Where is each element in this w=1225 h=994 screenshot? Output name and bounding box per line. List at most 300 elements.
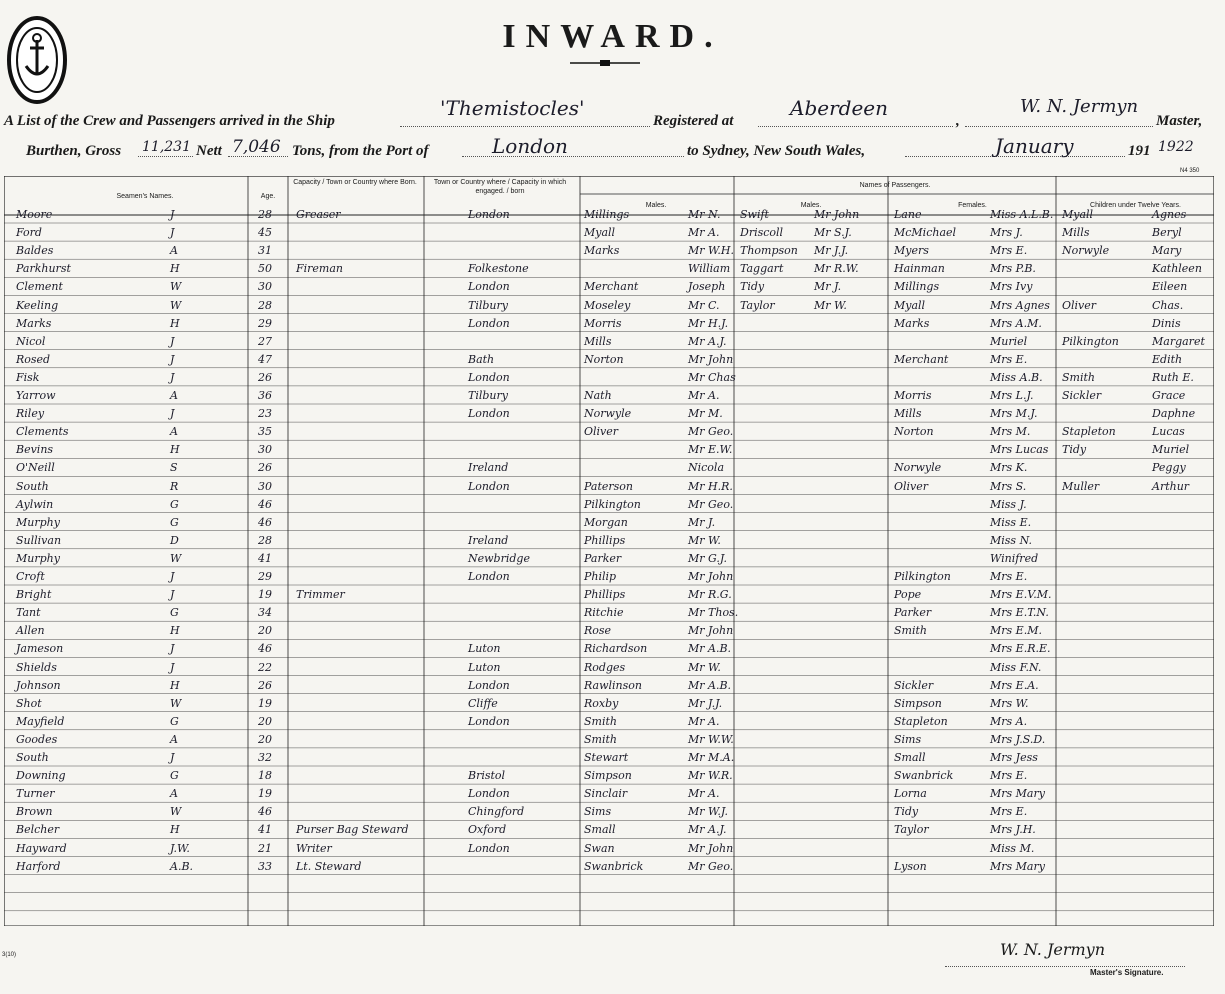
male-passenger-title: Mr A.B.	[688, 678, 732, 692]
burthen-label: Burthen, Gross	[26, 143, 122, 159]
child-passenger-title: Mary	[1152, 244, 1182, 258]
crew-initial: W	[170, 551, 182, 565]
male-passenger-title: Mr A.J.	[688, 334, 727, 348]
female-passenger-title: Miss E.	[990, 515, 1032, 529]
male-passenger-surname: Stewart	[584, 751, 629, 764]
crew-town: London	[468, 316, 510, 330]
date-value: January	[995, 134, 1074, 158]
male-passenger-title: Mr W.	[688, 660, 721, 674]
male-passenger-title: Mr Geo.	[688, 859, 734, 873]
male-passenger-title: Mr Geo.	[688, 497, 734, 511]
male-passenger-title: Mr John	[688, 352, 734, 366]
female-passenger-surname: Myers	[894, 244, 929, 258]
child-passenger-surname: Norwyle	[1062, 244, 1110, 258]
col-children: Children under Twelve Years.	[1090, 202, 1181, 209]
child-passenger-title: Ruth E.	[1152, 370, 1194, 384]
crew-age: 33	[258, 859, 272, 873]
male-passenger-title: Mr M.	[688, 407, 723, 421]
male-passenger-title: Joseph	[688, 280, 726, 294]
male-passenger-surname: Morris	[584, 316, 622, 330]
child-passenger-title: Margaret	[1152, 334, 1205, 348]
female-passenger-title: Miss A.B.	[990, 370, 1043, 384]
female-passenger-title: Mrs Jess	[990, 751, 1038, 764]
col-town: Town or Country where / Capacity in which engaged. / born	[433, 179, 567, 195]
male-passenger-surname: Moseley	[584, 298, 631, 312]
col-passengers: Names of Passengers.	[859, 182, 931, 189]
crew-age: 34	[258, 606, 272, 620]
crew-age: 28	[258, 533, 272, 547]
port-value: London	[492, 134, 568, 158]
female-passenger-surname: Oliver	[894, 479, 929, 493]
child-passenger-title: Beryl	[1152, 226, 1182, 240]
col-males-2: Males.	[800, 202, 822, 209]
crew-surname: Murphy	[16, 515, 60, 529]
crew-surname: South	[16, 479, 49, 493]
crew-initial: J	[170, 226, 175, 240]
crew-age: 23	[258, 407, 272, 421]
child-passenger-title: Chas.	[1152, 298, 1184, 312]
crew-surname: Croft	[16, 570, 45, 583]
child-passenger-title: Lucas	[1152, 425, 1185, 439]
crew-age: 28	[258, 298, 272, 312]
male-passenger-surname: Taggart	[740, 262, 784, 276]
crew-age: 50	[258, 262, 272, 276]
crew-surname: Belcher	[16, 823, 60, 837]
crew-initial: G	[170, 714, 179, 728]
crew-age: 41	[258, 551, 272, 565]
child-passenger-surname: Stapleton	[1062, 425, 1116, 439]
male-passenger-title: Mr A.	[688, 787, 720, 801]
male-passenger-surname: Pilkington	[584, 497, 641, 511]
crew-town: Bristol	[468, 769, 506, 783]
female-passenger-title: Mrs M.	[990, 425, 1031, 439]
crew-town: London	[468, 407, 510, 421]
male-passenger-title: Mr John	[688, 841, 734, 855]
registered-at-value: Aberdeen	[790, 96, 888, 120]
female-passenger-surname: Millings	[894, 280, 940, 294]
male-passenger-surname: Tidy	[740, 280, 765, 294]
male-passenger-surname: Nath	[584, 389, 612, 402]
female-passenger-surname: Morris	[894, 389, 932, 402]
crew-initial: J	[170, 370, 175, 384]
crew-age: 31	[258, 244, 272, 258]
crew-age: 30	[258, 280, 272, 294]
title-ornament	[570, 60, 640, 66]
male-passenger-surname: Sinclair	[584, 787, 628, 801]
female-passenger-title: Miss J.	[990, 497, 1027, 511]
child-passenger-surname: Sickler	[1062, 389, 1102, 402]
male-passenger-surname: Simpson	[584, 769, 632, 783]
crew-surname: Harford	[16, 859, 61, 873]
crew-surname: Fisk	[16, 370, 40, 384]
male-passenger-surname: Marks	[584, 244, 620, 258]
female-passenger-title: Mrs Mary	[990, 859, 1045, 873]
male-passenger-title: Mr A.	[688, 714, 720, 728]
male-passenger-title: Mr R.W.	[814, 262, 859, 276]
nett-value: 7,046	[232, 137, 281, 157]
male-passenger-surname: Rawlinson	[584, 678, 642, 692]
crew-initial: H	[170, 823, 180, 837]
crew-surname: Riley	[16, 407, 45, 421]
male-passenger-title: Mr J.J.	[814, 244, 849, 258]
crew-initial: H	[170, 624, 180, 638]
male-passenger-title: Mr John	[688, 570, 734, 583]
female-passenger-title: Mrs S.	[990, 479, 1027, 493]
crew-capacity: Fireman	[296, 262, 343, 276]
col-seamen-names: Seamen's Names.	[116, 193, 174, 200]
crew-town: Newbridge	[468, 551, 530, 565]
crew-surname: Sullivan	[16, 533, 62, 547]
crew-surname: O'Neill	[16, 461, 55, 475]
male-passenger-title: Mr H.R.	[688, 479, 733, 493]
crew-initial: G	[170, 497, 179, 511]
crew-surname: Goodes	[16, 732, 58, 746]
male-passenger-surname: Parker	[584, 551, 622, 565]
nett-label: Nett	[196, 143, 222, 159]
male-passenger-surname: Smith	[584, 714, 617, 728]
crew-initial: A	[170, 732, 178, 746]
female-passenger-title: Mrs A.M.	[990, 316, 1042, 330]
crew-initial: G	[170, 515, 179, 529]
male-passenger-surname: Taylor	[740, 298, 775, 312]
crew-initial: J	[170, 334, 175, 348]
crew-initial: A	[170, 389, 178, 402]
male-passenger-surname: Millings	[584, 208, 630, 221]
female-passenger-title: Mrs J.H.	[990, 823, 1036, 837]
crew-age: 20	[258, 624, 272, 638]
child-passenger-title: Peggy	[1152, 461, 1186, 475]
male-passenger-surname: Rodges	[584, 660, 626, 674]
male-passenger-surname: Paterson	[584, 479, 634, 493]
crew-town: Luton	[468, 642, 501, 656]
crew-surname: Bevins	[16, 443, 54, 457]
female-passenger-surname: Smith	[894, 624, 927, 638]
female-passenger-surname: Simpson	[894, 696, 942, 710]
male-passenger-surname: Thompson	[740, 244, 798, 258]
female-passenger-surname: Stapleton	[894, 714, 948, 728]
male-passenger-title: Mr Chas	[688, 370, 736, 384]
child-passenger-surname: Tidy	[1062, 443, 1087, 457]
to-sydney-label: to Sydney, New South Wales,	[687, 143, 866, 159]
crew-age: 36	[258, 389, 272, 402]
crew-town: London	[468, 787, 510, 801]
crew-initial: J	[170, 352, 175, 366]
crew-surname: Rosed	[16, 352, 51, 366]
tons-label: Tons, from the Port of	[292, 143, 429, 159]
signature-label: Master's Signature.	[1090, 968, 1164, 977]
crew-initial: A	[170, 787, 178, 801]
male-passenger-title: Mr J.	[688, 515, 716, 529]
crew-initial: J	[170, 642, 175, 656]
master-signature: W. N. Jermyn	[1000, 940, 1106, 959]
male-passenger-surname: Morgan	[584, 515, 628, 529]
male-passenger-surname: Roxby	[584, 696, 619, 710]
child-passenger-title: Daphne	[1152, 407, 1196, 421]
crew-initial: W	[170, 805, 182, 819]
crew-age: 19	[258, 787, 272, 801]
female-passenger-surname: McMichael	[894, 226, 957, 240]
crew-initial: G	[170, 606, 179, 620]
male-passenger-title: Mr Geo.	[688, 425, 734, 439]
female-passenger-title: Mrs A.	[990, 714, 1028, 728]
crew-initial: A	[170, 244, 178, 258]
crew-town: Tilbury	[468, 389, 508, 402]
crew-surname: Downing	[16, 769, 66, 783]
female-passenger-title: Mrs K.	[990, 461, 1028, 475]
child-passenger-title: Arthur	[1152, 479, 1190, 493]
female-passenger-surname: Myall	[894, 298, 926, 312]
crew-town: Luton	[468, 660, 501, 674]
crew-age: 21	[258, 841, 272, 855]
crew-surname: Clements	[16, 425, 69, 439]
male-passenger-title: Mr W.J.	[688, 805, 728, 819]
male-passenger-title: Mr W.W.	[688, 732, 734, 746]
male-passenger-title: Mr G.J.	[688, 551, 727, 565]
crew-age: 29	[258, 316, 272, 330]
crew-surname: Clement	[16, 280, 63, 294]
female-passenger-title: Miss F.N.	[990, 660, 1042, 674]
female-passenger-title: Mrs E.T.N.	[990, 606, 1049, 620]
year-printed: 191	[1128, 143, 1151, 159]
child-passenger-surname: Pilkington	[1062, 334, 1119, 348]
crew-surname: Murphy	[16, 551, 60, 565]
crew-initial: W	[170, 280, 182, 294]
male-passenger-title: Mr W.R.	[688, 769, 733, 783]
crew-initial: R	[170, 479, 179, 493]
col-females: Females.	[958, 202, 987, 209]
child-passenger-title: Dinis	[1152, 316, 1181, 330]
crew-surname: Johnson	[16, 678, 61, 692]
crew-town: London	[468, 841, 510, 855]
crew-age: 20	[258, 732, 272, 746]
female-passenger-title: Mrs W.	[990, 696, 1029, 710]
male-passenger-surname: Merchant	[584, 280, 639, 294]
child-passenger-title: Agnes	[1152, 208, 1187, 221]
male-passenger-title: Mr H.J.	[688, 316, 729, 330]
crew-initial: J.W.	[170, 841, 190, 855]
male-passenger-title: Mr M.A.	[688, 751, 735, 764]
crew-surname: Hayward	[16, 841, 67, 855]
male-passenger-surname: Swift	[740, 208, 769, 221]
female-passenger-title: Miss M.	[990, 841, 1035, 855]
male-passenger-surname: Norton	[584, 352, 624, 366]
crew-surname: Shields	[16, 660, 57, 674]
crew-surname: Allen	[16, 624, 45, 638]
male-passenger-surname: Mills	[584, 334, 612, 348]
female-passenger-title: Mrs L.J.	[990, 389, 1034, 402]
child-passenger-title: Grace	[1152, 389, 1186, 402]
crew-surname: Nicol	[16, 334, 46, 348]
crew-initial: W	[170, 696, 182, 710]
child-passenger-title: Edith	[1152, 352, 1183, 366]
crew-initial: H	[170, 678, 180, 692]
female-passenger-surname: Norwyle	[894, 461, 942, 475]
crew-age: 35	[258, 425, 272, 439]
registered-at-label: Registered at	[653, 113, 734, 129]
female-passenger-surname: Tidy	[894, 805, 919, 819]
crew-initial: H	[170, 316, 180, 330]
female-passenger-title: Mrs J.	[990, 226, 1023, 240]
female-passenger-title: Mrs Mary	[990, 787, 1045, 801]
male-passenger-title: Mr A.	[688, 389, 720, 402]
female-passenger-surname: Hainman	[894, 262, 945, 276]
crew-initial: J	[170, 751, 175, 764]
crew-surname: Shot	[16, 696, 42, 710]
child-passenger-surname: Muller	[1062, 479, 1100, 493]
crew-surname: Baldes	[16, 244, 54, 258]
male-passenger-surname: Small	[584, 823, 616, 837]
female-passenger-title: Mrs P.B.	[990, 262, 1036, 276]
male-passenger-surname: Phillips	[584, 533, 626, 547]
crew-initial: J	[170, 570, 175, 583]
male-passenger-title: Mr C.	[688, 298, 720, 312]
female-passenger-title: Mrs Lucas	[990, 443, 1049, 457]
crew-town: Ireland	[468, 461, 509, 475]
female-passenger-title: Muriel	[990, 334, 1028, 348]
ship-name: 'Themistocles'	[440, 96, 585, 120]
crew-initial: A.B.	[170, 859, 194, 873]
female-passenger-surname: Lane	[894, 208, 922, 221]
crew-capacity: Lt. Steward	[296, 859, 362, 873]
female-passenger-title: Mrs J.S.D.	[990, 732, 1046, 746]
male-passenger-title: Mr Thos.	[688, 606, 739, 620]
crew-town: London	[468, 479, 510, 493]
female-passenger-title: Mrs E.V.M.	[990, 588, 1052, 602]
crew-initial: J	[170, 660, 175, 674]
female-passenger-title: Mrs Agnes	[990, 298, 1050, 312]
crew-surname: Brown	[16, 805, 53, 819]
male-passenger-title: William	[688, 262, 731, 276]
footer-code: 3(10)	[2, 952, 17, 958]
child-passenger-title: Eileen	[1152, 280, 1188, 294]
crew-town: London	[468, 570, 510, 583]
crew-age: 30	[258, 443, 272, 457]
crew-capacity: Purser Bag Steward	[296, 823, 409, 837]
crew-initial: W	[170, 298, 182, 312]
crew-initial: J	[170, 208, 175, 221]
crew-surname: Aylwin	[16, 497, 54, 511]
crew-initial: G	[170, 769, 179, 783]
crew-town: London	[468, 370, 510, 384]
crew-age: 19	[258, 696, 272, 710]
male-passenger-surname: Swan	[584, 841, 615, 855]
male-passenger-surname: Norwyle	[584, 407, 632, 421]
female-passenger-surname: Merchant	[894, 352, 949, 366]
child-passenger-surname: Smith	[1062, 370, 1095, 384]
crew-town: London	[468, 714, 510, 728]
male-passenger-surname: Driscoll	[740, 226, 784, 240]
crew-age: 41	[258, 823, 272, 837]
male-passenger-surname: Philip	[584, 570, 617, 583]
crew-town: London	[468, 280, 510, 294]
male-passenger-surname: Smith	[584, 732, 617, 746]
crew-age: 18	[258, 769, 272, 783]
female-passenger-surname: Sickler	[894, 678, 934, 692]
male-passenger-surname: Ritchie	[584, 606, 624, 620]
crew-surname: Tant	[16, 606, 41, 620]
line1-prefix: A List of the Crew and Passengers arrived in the Ship	[4, 113, 335, 129]
female-passenger-surname: Lorna	[894, 787, 927, 801]
female-passenger-title: Mrs E.R.E.	[990, 642, 1051, 656]
male-passenger-title: Mr W.H.	[688, 244, 734, 258]
crew-age: 46	[258, 805, 272, 819]
female-passenger-surname: Parker	[894, 606, 932, 620]
male-passenger-title: Mr J.	[814, 280, 842, 294]
crew-age: 45	[258, 226, 272, 240]
crew-town: Bath	[468, 352, 495, 366]
male-passenger-title: Mr W.	[814, 298, 847, 312]
male-passenger-title: Mr John	[814, 208, 860, 221]
crew-surname: Mayfield	[16, 714, 65, 728]
male-passenger-surname: Phillips	[584, 588, 626, 602]
crew-age: 29	[258, 570, 272, 583]
female-passenger-surname: Mills	[894, 407, 922, 421]
crew-town: Tilbury	[468, 298, 508, 312]
male-passenger-surname: Rose	[584, 624, 612, 638]
master-name: W. N. Jermyn	[1020, 96, 1139, 117]
master-label: Master,	[1156, 113, 1203, 129]
crew-age: 26	[258, 678, 272, 692]
female-passenger-title: Mrs E.	[990, 769, 1028, 783]
female-passenger-surname: Pilkington	[894, 570, 951, 583]
col-age: Age.	[260, 193, 276, 200]
crew-age: 26	[258, 370, 272, 384]
crew-initial: J	[170, 588, 175, 602]
crew-surname: Marks	[16, 316, 52, 330]
crew-surname: South	[16, 751, 49, 764]
crew-age: 19	[258, 588, 272, 602]
child-passenger-surname: Mills	[1062, 226, 1090, 240]
female-passenger-title: Miss A.L.B.	[990, 208, 1054, 221]
crew-age: 20	[258, 714, 272, 728]
crew-initial: D	[170, 533, 179, 547]
crew-town: Oxford	[468, 823, 507, 837]
male-passenger-title: Mr N.	[688, 208, 721, 221]
female-passenger-surname: Sims	[894, 732, 922, 746]
crew-age: 27	[258, 334, 272, 348]
crew-town: Chingford	[468, 805, 525, 819]
crew-surname: Yarrow	[16, 389, 56, 402]
crew-surname: Turner	[16, 787, 55, 801]
crew-surname: Ford	[16, 226, 42, 240]
female-passenger-title: Mrs E.	[990, 570, 1028, 583]
form-number: N4 350	[1180, 168, 1200, 174]
crew-surname: Bright	[16, 588, 52, 602]
child-passenger-surname: Myall	[1062, 208, 1094, 221]
female-passenger-title: Mrs E.	[990, 352, 1028, 366]
crew-age: 28	[258, 208, 272, 221]
male-passenger-surname: Sims	[584, 805, 612, 819]
male-passenger-title: Mr S.J.	[814, 226, 852, 240]
crew-age: 47	[258, 352, 272, 366]
crew-age: 46	[258, 642, 272, 656]
crew-surname: Keeling	[16, 298, 59, 312]
female-passenger-surname: Marks	[894, 316, 930, 330]
crew-capacity: Trimmer	[296, 588, 345, 602]
male-passenger-surname: Myall	[584, 226, 616, 240]
child-passenger-title: Muriel	[1152, 443, 1190, 457]
male-passenger-surname: Swanbrick	[584, 859, 644, 873]
gross-value: 11,231	[142, 139, 191, 155]
male-passenger-title: Mr A.J.	[688, 823, 727, 837]
female-passenger-title: Mrs E.	[990, 244, 1028, 258]
crew-initial: H	[170, 262, 180, 276]
female-passenger-surname: Pope	[894, 588, 922, 602]
female-passenger-title: Mrs E.A.	[990, 678, 1039, 692]
male-passenger-title: Mr John	[688, 624, 734, 638]
male-passenger-title: Mr W.	[688, 533, 721, 547]
year-written: 1922	[1158, 139, 1194, 155]
